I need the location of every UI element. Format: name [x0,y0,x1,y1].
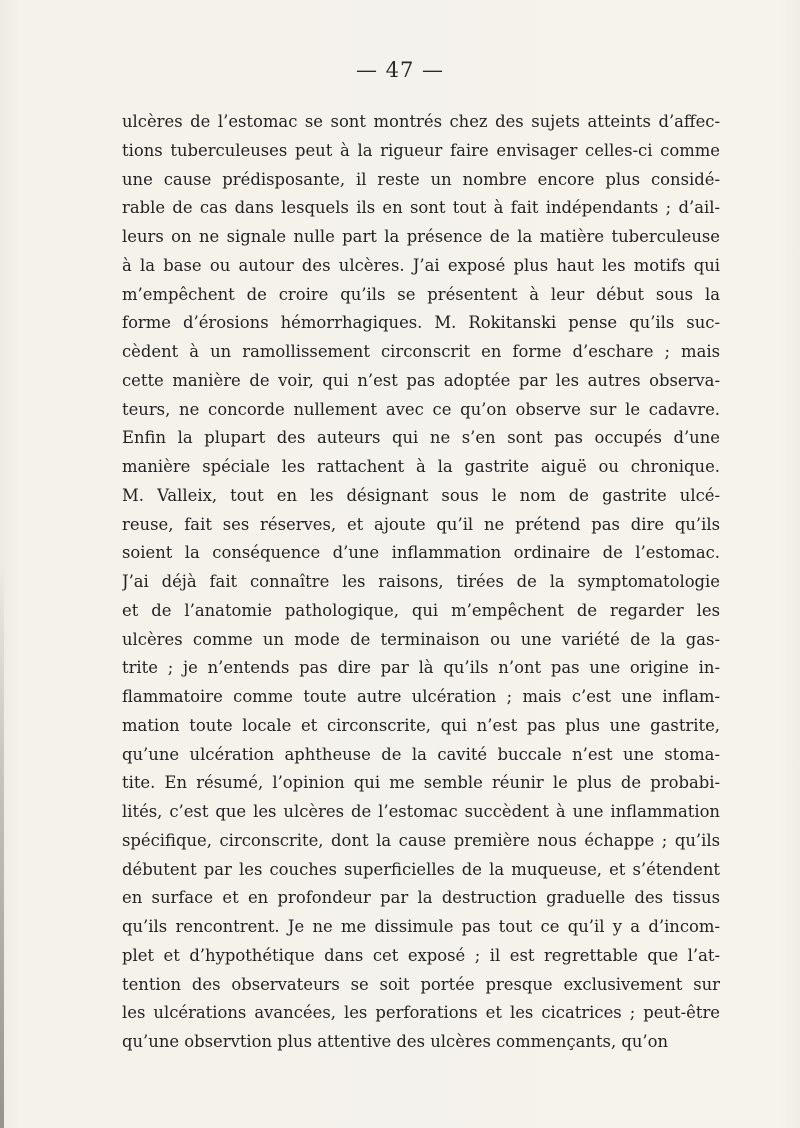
text-line: forme d’érosions hémorrhagiques. M. Rokitanski pense qu’ils suc- [122,313,720,333]
text-line: qu’une observtion plus attentive des ulcères commençants, qu’on [122,1032,669,1051]
text-line: et de l’anatomie pathologique, qui m’empêchent de regarder les [122,600,720,620]
text-line: débutent par les couches superficielles de la muqueuse, et s’étendent [122,859,720,879]
text-line: soient la conséquence d’une inflammation ordinaire de l’estomac. [122,543,720,563]
text-line: mation toute locale et circonscrite, qui n’est pas plus une gastrite, [122,715,720,735]
text-line: rable de cas dans lesquels ils en sont tout à fait indépendants ; d’ail- [122,198,720,218]
text-line: Enfin la plupart des auteurs qui ne s’en sont pas occupés d’une [122,428,720,448]
text-line: les ulcérations avancées, les perforations et les cicatrices ; peut-être [122,1003,720,1023]
text-line: flammatoire comme toute autre ulcération ; mais c’est une inflam- [122,687,720,706]
body-text [122,108,720,1057]
text-line: spécifique, circonscrite, dont la cause première nous échappe ; qu’ils [122,830,720,850]
text-line: tite. En résumé, l’opinion qui me semble réunir le plus de probabi- [122,773,720,793]
text-line: qu’ils rencontrent. Je ne me dissimule pas tout ce qu’il y a d’incom- [122,917,720,936]
text-line: m’empêchent de croire qu’ils se présentent à leur début sous la [122,284,720,304]
text-line: lités, c’est que les ulcères de l’estomac succèdent à une inflammation [122,802,720,821]
text-line: tention des observateurs se soit portée presque exclusivement sur [122,974,720,994]
text-line: qu’une ulcération aphtheuse de la cavité buccale n’est une stoma- [122,744,720,764]
text-line: cèdent à un ramollissement circonscrit en forme d’eschare ; mais [122,342,720,361]
text-line: reuse, fait ses réserves, et ajoute qu’il ne prétend pas dire qu’ils [122,514,720,534]
text-line: plet et d’hypothétique dans cet exposé ; il est regrettable que l’at- [122,945,720,965]
text-line: leurs on ne signale nulle part la présence de la matière tuberculeuse [122,227,720,246]
text-line: trite ; je n’entends pas dire par là qu’ils n’ont pas une origine in- [122,658,720,678]
text-line: teurs, ne concorde nullement avec ce qu’on observe sur le cadavre. [122,399,720,419]
text-line: tions tuberculeuses peut à la rigueur faire envisager celles-ci comme [122,140,720,160]
text-line: ulcères comme un mode de terminaison ou une variété de la gas- [122,629,720,649]
page-edge-shadow [0,560,4,1128]
text-line: ulcères de l’estomac se sont montrés chez des sujets atteints d’affec- [122,112,720,131]
text-line: cette manière de voir, qui n’est pas adoptée par les autres observa- [122,370,720,390]
text-line: M. Valleix, tout en les désignant sous le nom de gastrite ulcé- [122,485,720,505]
text-line: manière spéciale les rattachent à la gastrite aiguë ou chronique. [122,457,720,476]
page-number: — 47 — [355,58,445,82]
text-line: en surface et en profondeur par la destruction graduelle des tissus [122,888,720,908]
text-line: J’ai déjà fait connaître les raisons, tirées de la symptomatologie [122,572,720,591]
text-line: à la base ou autour des ulcères. J’ai exposé plus haut les motifs qui [122,255,720,275]
text-line: une cause prédisposante, il reste un nombre encore plus considé- [122,169,720,189]
